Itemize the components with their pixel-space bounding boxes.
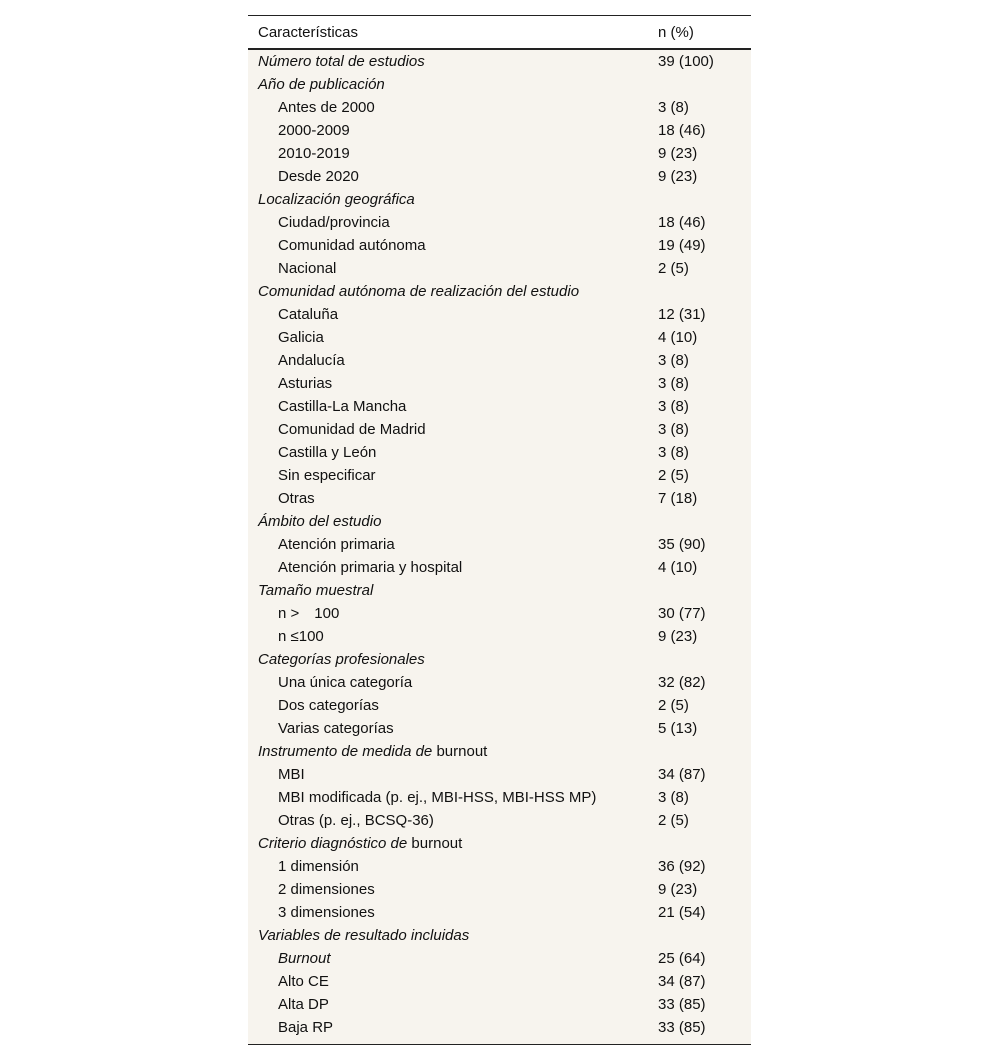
table-row [248, 625, 751, 648]
header-n-percent: n (%) [658, 23, 694, 41]
section-row [248, 280, 751, 303]
row-label-text: Andalucía [278, 352, 345, 369]
row-label-text: Categorías profesionales [258, 651, 425, 668]
row-label-text: MBI modificada (p. ej., MBI-HSS, MBI-HSS MP) [278, 789, 597, 806]
section-row [248, 50, 751, 73]
table-row [248, 694, 751, 717]
row-label [248, 809, 658, 832]
row-label-text: Ámbito del estudio [258, 513, 382, 530]
row-label [248, 556, 658, 579]
section-row [248, 740, 751, 763]
row-label [248, 947, 658, 970]
row-value: 4 (10) [658, 559, 698, 576]
row-value: 9 (23) [658, 168, 698, 185]
row-label-text: n > 100 [278, 605, 340, 622]
section-row [248, 924, 751, 947]
row-label-text: Criterio diagnóstico de [258, 835, 408, 852]
row-label [248, 602, 658, 625]
row-label [248, 763, 658, 786]
table-row [248, 763, 751, 786]
row-label [248, 579, 658, 602]
row-label [248, 349, 658, 372]
row-value: 4 (10) [658, 329, 698, 346]
table-row [248, 533, 751, 556]
table-row [248, 441, 751, 464]
section-row [248, 188, 751, 211]
row-value: 36 (92) [658, 858, 706, 875]
table-row [248, 993, 751, 1016]
row-label-text: Baja RP [278, 1019, 334, 1036]
table-row [248, 855, 751, 878]
table-row [248, 901, 751, 924]
row-label-text: Atención primaria [278, 536, 395, 553]
row-label [248, 418, 658, 441]
row-label-text: Alta DP [278, 996, 329, 1013]
table-row [248, 211, 751, 234]
row-label [248, 740, 658, 763]
row-label-text: Otras (p. ej., BCSQ-36) [278, 812, 434, 829]
row-value: 25 (64) [658, 950, 706, 967]
row-label [248, 464, 658, 487]
characteristics-table [248, 15, 751, 1045]
table-row [248, 119, 751, 142]
row-label-text: Comunidad autónoma de realización del estudio [258, 283, 580, 300]
row-label-text: Comunidad autónoma [278, 237, 426, 254]
row-label [248, 648, 658, 671]
row-label-text: 3 dimensiones [278, 904, 375, 921]
row-value: 18 (46) [658, 214, 706, 231]
row-label [248, 625, 658, 648]
table-row [248, 257, 751, 280]
row-label [248, 717, 658, 740]
row-value: 19 (49) [658, 237, 706, 254]
row-value: 30 (77) [658, 605, 706, 622]
section-row [248, 73, 751, 96]
row-label [248, 924, 658, 947]
table-row [248, 303, 751, 326]
row-value: 3 (8) [658, 421, 689, 438]
row-label-text: Año de publicación [258, 76, 385, 93]
row-label-text: Nacional [278, 260, 337, 277]
row-value: 9 (23) [658, 881, 698, 898]
row-label [248, 786, 658, 809]
section-row [248, 510, 751, 533]
table-row [248, 717, 751, 740]
table-row [248, 96, 751, 119]
row-label [248, 142, 658, 165]
row-label-text: Variables de resultado incluidas [258, 927, 470, 944]
row-label [248, 280, 658, 303]
table-row [248, 1016, 751, 1039]
row-label [248, 303, 658, 326]
row-label-text: Galicia [278, 329, 324, 346]
row-label [248, 1016, 658, 1039]
row-value: 2 (5) [658, 260, 689, 277]
row-label [248, 533, 658, 556]
table-row [248, 671, 751, 694]
header-characteristics: Características [258, 23, 359, 41]
table-row [248, 809, 751, 832]
row-label-text: Antes de 2000 [278, 99, 375, 116]
section-row [248, 648, 751, 671]
row-value: 33 (85) [658, 996, 706, 1013]
row-value: 34 (87) [658, 973, 706, 990]
row-label [248, 73, 658, 96]
row-value: 2 (5) [658, 467, 689, 484]
row-value: 9 (23) [658, 628, 698, 645]
row-label-text: n ≤100 [278, 628, 324, 645]
table-row [248, 372, 751, 395]
row-label-text: Dos categorías [278, 697, 379, 714]
row-label [248, 993, 658, 1016]
row-label-text: Una única categoría [278, 674, 413, 691]
table-row [248, 602, 751, 625]
row-label [248, 326, 658, 349]
row-label-text: Desde 2020 [278, 168, 359, 185]
row-value: 33 (85) [658, 1019, 706, 1036]
row-label-text: Varias categorías [278, 720, 394, 737]
row-label [248, 257, 658, 280]
row-label [248, 487, 658, 510]
row-label [248, 96, 658, 119]
table-row [248, 786, 751, 809]
row-value: 3 (8) [658, 789, 689, 806]
table-row [248, 878, 751, 901]
row-value: 3 (8) [658, 99, 689, 116]
row-label-text: Asturias [278, 375, 333, 392]
row-value: 3 (8) [658, 352, 689, 369]
section-row [248, 579, 751, 602]
table-row [248, 556, 751, 579]
table-row [248, 464, 751, 487]
row-label-text: Número total de estudios [258, 53, 425, 70]
row-label-text: Otras [278, 490, 315, 507]
row-label-text: Comunidad de Madrid [278, 421, 426, 438]
row-value: 18 (46) [658, 122, 706, 139]
table-row [248, 947, 751, 970]
row-label [248, 188, 658, 211]
table-row [248, 234, 751, 257]
row-label [248, 119, 658, 142]
row-value: 39 (100) [658, 53, 714, 70]
row-label-text: 2000-2009 [278, 122, 350, 139]
row-value: 5 (13) [658, 720, 698, 737]
row-label [248, 878, 658, 901]
row-label-text: Castilla y León [278, 444, 377, 461]
row-value: 34 (87) [658, 766, 706, 783]
row-value: 2 (5) [658, 812, 689, 829]
row-label [248, 50, 658, 73]
row-value: 9 (23) [658, 145, 698, 162]
row-value: 3 (8) [658, 375, 689, 392]
row-label-text: Castilla-La Mancha [278, 398, 407, 415]
row-value: 3 (8) [658, 398, 689, 415]
row-label [248, 372, 658, 395]
row-value: 32 (82) [658, 674, 706, 691]
row-label [248, 441, 658, 464]
row-label-text: 2010-2019 [278, 145, 350, 162]
row-label [248, 855, 658, 878]
row-label-extra: burnout [436, 743, 488, 760]
table-row [248, 487, 751, 510]
row-label-text: 2 dimensiones [278, 881, 375, 898]
row-label [248, 901, 658, 924]
row-label-extra: burnout [411, 835, 463, 852]
row-label [248, 510, 658, 533]
row-label-text: Burnout [278, 950, 331, 967]
row-label [248, 395, 658, 418]
row-label-text: Ciudad/provincia [278, 214, 390, 231]
row-label-text: Tamaño muestral [258, 582, 374, 599]
row-label-text: Localización geográfica [258, 191, 415, 208]
row-value: 3 (8) [658, 444, 689, 461]
row-label-text: MBI [278, 766, 305, 783]
row-label [248, 211, 658, 234]
table-row [248, 970, 751, 993]
row-value: 7 (18) [658, 490, 698, 507]
row-value: 2 (5) [658, 697, 689, 714]
table-row [248, 349, 751, 372]
row-label [248, 671, 658, 694]
row-label [248, 694, 658, 717]
section-row [248, 832, 751, 855]
row-label [248, 234, 658, 257]
row-value: 35 (90) [658, 536, 706, 553]
table-row [248, 142, 751, 165]
table-row [248, 395, 751, 418]
row-label-text: Atención primaria y hospital [278, 559, 463, 576]
table-row [248, 326, 751, 349]
row-label-text: 1 dimensión [278, 858, 359, 875]
table-row [248, 165, 751, 188]
row-label-text: Instrumento de medida de [258, 743, 433, 760]
table-row [248, 418, 751, 441]
row-value: 21 (54) [658, 904, 706, 921]
table-header-row [248, 15, 751, 50]
row-label [248, 832, 658, 855]
table-body [248, 50, 751, 1045]
row-label [248, 165, 658, 188]
row-label-text: Sin especificar [278, 467, 376, 484]
row-label-text: Alto CE [278, 973, 329, 990]
row-value: 12 (31) [658, 306, 706, 323]
row-label [248, 970, 658, 993]
row-label-text: Cataluña [278, 306, 339, 323]
